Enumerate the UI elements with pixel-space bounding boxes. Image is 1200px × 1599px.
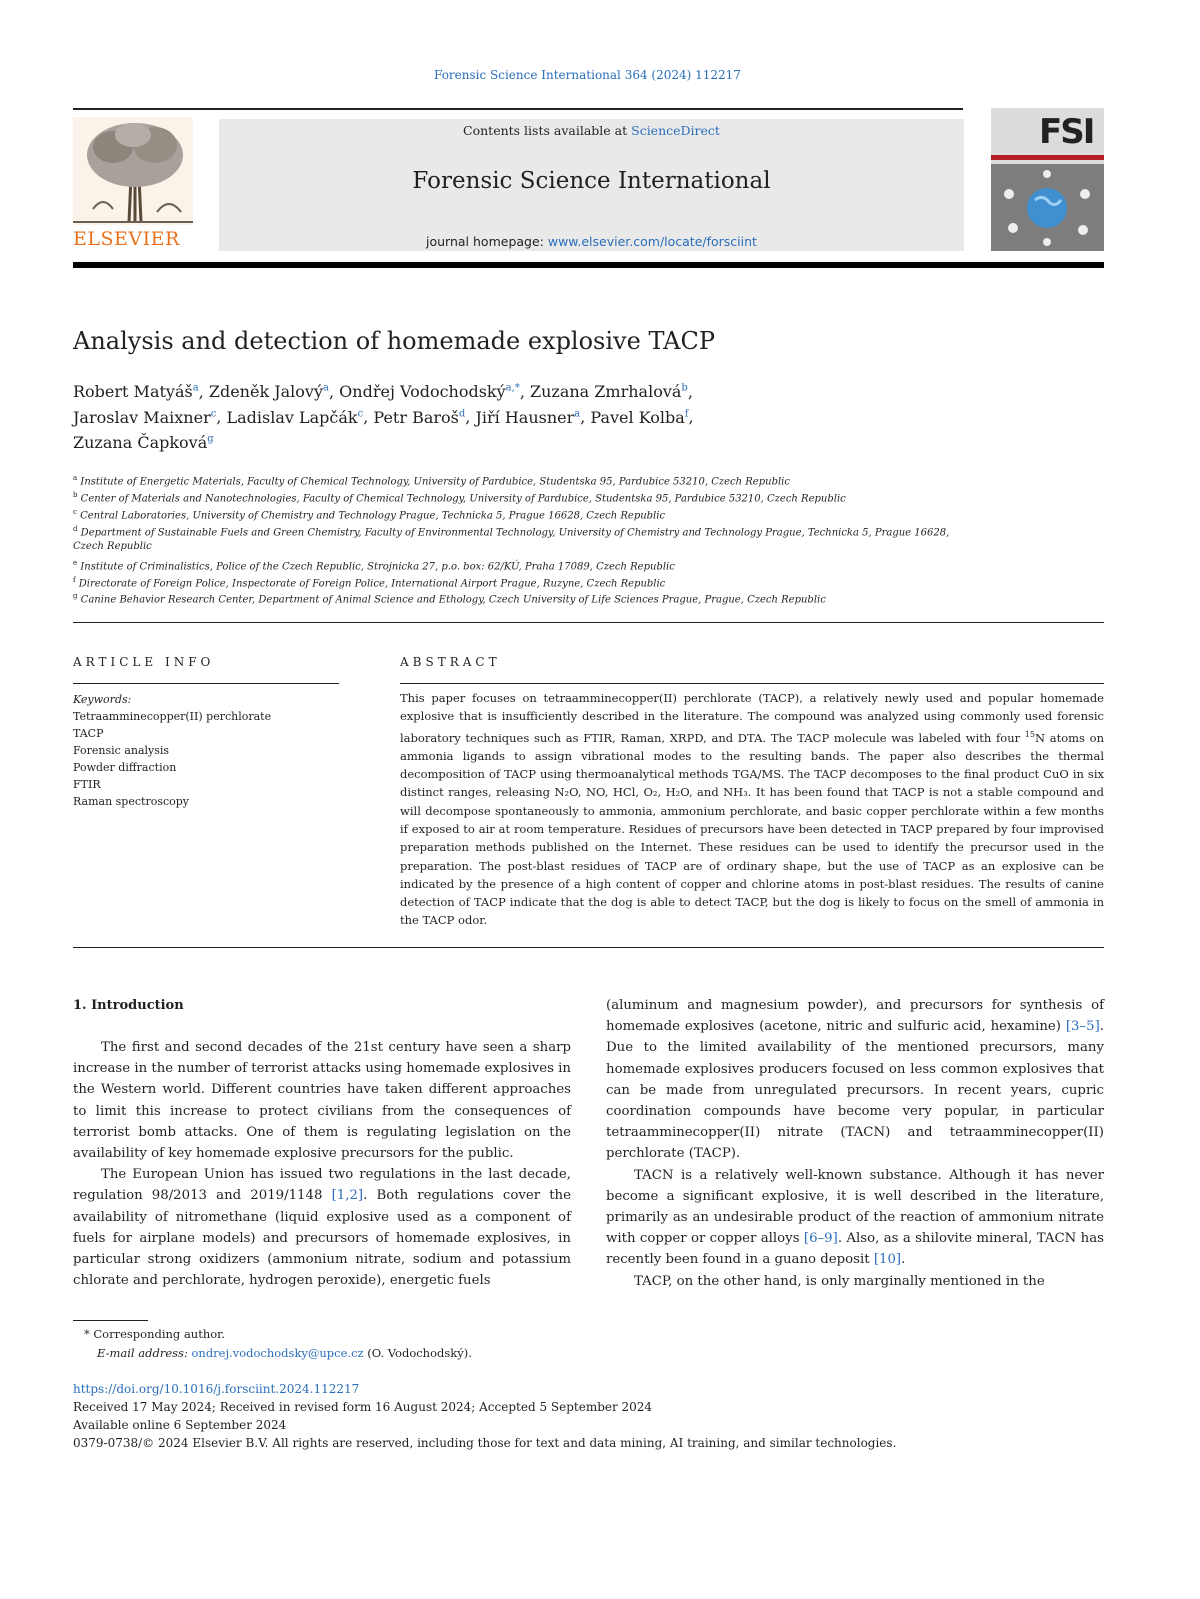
homepage-link[interactable]: www.elsevier.com/locate/forsciint [547,234,757,249]
paragraph: The first and second decades of the 21st century have seen a sharp increase in the number of terrorist attacks using homemade explosives in the Western world. Different countries have taken different approaches to limit this increase to protect civilians from the consequences of terrorist bomb attacks. One of them is regulating legislation on the availability of key homemade explosive precursors for the public. [73,1040,571,1162]
keyword: FTIR [73,778,101,791]
paragraph: The European Union has issued two regulations in the last decade, regulation 98/2013 and 2019/1148 [1,2]. Both regulations cover the availability of nitromethane (liquid explosive used as a component of fuels for airplane models) and precursors of homemade explosives, in particular strong oxidizers (ammonium nitrate, sodium and potassium chlorate and perchlorate, hydrogen peroxide), energetic fuels [73,1167,571,1289]
keywords-label: Keywords: [73,693,132,706]
cover-fsi-label: FSI [1039,112,1094,152]
keyword: Powder diffraction [73,761,177,774]
author[interactable]: Jaroslav Maixner$^c$ [73,407,217,427]
keyword: TACP [73,727,104,740]
doi-link[interactable]: https://doi.org/10.1016/j.forsciint.2024.112217 [73,1382,360,1396]
sciencedirect-link[interactable]: ScienceDirect [631,123,720,138]
masthead-bottom-rule [73,262,1104,268]
author[interactable]: Zdeněk Jalový$^a$ [208,382,329,402]
author[interactable]: Jiří Hausner$^a$ [475,407,581,427]
email-note: E-mail address: ondrej.vodochodsky@upce.cz (O. Vodochodský). [97,1346,472,1360]
paragraph: TACP, on the other hand, is only marginally mentioned in the [634,1273,1045,1289]
body-column-right [606,995,1104,1292]
article-info-rule [73,683,339,684]
abstract-rule [400,683,1104,684]
keyword: Tetraamminecopper(II) perchlorate [73,710,272,723]
affiliation: $^b$ Center of Materials and Nanotechnologies, Faculty of Chemical Technology, University of Pardubice, Studentska 95, Pardubice 53210, Czech Republic [73,491,846,505]
author-list: Robert Matyáš$^a$, Zdeněk Jalový$^a$, Ondřej Vodochodský$^{a,*}$, Zuzana Zmrhalová$^b$, Jaroslav Maixner$^c$, Ladislav Lapčák$^c$, Petr Baroš$^d$, Jiří Hausner$^a$, Pavel Kolba$^f$, Zuzana Čapková$^g$ [73,382,694,452]
contents-line [219,123,964,138]
abstract-heading: ABSTRACT [400,655,501,669]
received-dates: Received 17 May 2024; Received in revised form 16 August 2024; Accepted 5 September 2024 [73,1400,653,1414]
header-rule [73,108,963,110]
author[interactable]: Robert Matyáš$^a$ [73,382,199,402]
affiliation: $^e$ Institute of Criminalistics, Police of the Czech Republic, Strojnicka 27, p.o. box: 62/KÚ, Praha 17089, Czech Republic [73,559,675,573]
affiliation: $^a$ Institute of Energetic Materials, Faculty of Chemical Technology, University of Pardubice, Studentska 95, Pardubice 53210, Czech Republic [73,474,790,488]
corresponding-author-note: * Corresponding author. [73,1327,226,1341]
journal-homepage [219,234,964,249]
author[interactable]: Petr Baroš$^d$ [373,407,466,427]
author[interactable]: Ladislav Lapčák$^c$ [226,407,364,427]
elsevier-wordmark: ELSEVIER [73,228,180,250]
copyright: 0379-0738/© 2024 Elsevier B.V. All rights are reserved, including those for text and data mining, AI training, and similar technologies. [73,1436,897,1450]
asterisk-icon: * [73,1327,94,1341]
journal-cover-thumbnail[interactable] [991,108,1104,251]
journal-title: Forensic Science International [412,168,771,194]
publication-info [73,1380,896,1452]
article-title: Analysis and detection of homemade explosive TACP [73,327,715,355]
reference-link[interactable]: [3–5] [1065,1019,1100,1035]
globe-icon [991,164,1104,251]
email-link[interactable]: ondrej.vodochodsky@upce.cz [191,1346,364,1360]
author[interactable]: Zuzana Zmrhalová$^b$ [529,382,688,402]
reference-link[interactable]: [6–9] [803,1231,838,1247]
keyword: Forensic analysis [73,744,170,757]
article-info-heading: ARTICLE INFO [73,655,215,669]
paragraph: (aluminum and magnesium powder), and precursors for synthesis of homemade explosives (acetone, nitric and sulfuric acid, hexamine) [3–5]. Due to the limited availability of the mentioned precursors, many homemade explosives producers focused on less common explosives that can be made from unregulated precursors. In recent years, cupric coordination compounds have become very popular, in particular tetraamminecopper(II) nitrate (TACN) and tetraamminecopper(II) perchlorate (TACP). [606,998,1104,1162]
section-heading-introduction: 1. Introduction [73,998,184,1013]
online-date: Available online 6 September 2024 [73,1418,287,1432]
abstract-text: This paper focuses on tetraamminecopper(II) perchlorate (TACP), a relatively newly used and popular homemade explosive that is insufficiently described in the literature. The compound was analyzed using commonly used forensic laboratory techniques such as FTIR, Raman, XRPD, and DTA. The TACP molecule was labeled with four $^{15}$N atoms on ammonia ligands to assign vibrational modes to the resulting bands. The paper also describes the thermal decomposition of TACP using thermoanalytical methods TGA/MS. The TACP decomposes to the final product CuO in six distinct ranges, releasing N₂O, NO, HCl, O₂, H₂O, and NH₃. It has been found that TACP is not a stable compound and will decompose spontaneously to ammonia, ammonium perchlorate, and basic copper perchlorate within a few months if exposed to air at room temperature. Residues of precursors have been detected in TACP prepared by four improvised preparation methods published on the Internet. These residues can be used to identify the precursor used in the preparation. The post-blast residues of TACP are of ordinary shape, but the use of TACP as an explosive can be indicated by the presence of a high content of copper and chlorine atoms in post-blast residues. The results of canine detection of TACP indicate that the dog is able to detect TACP, but the dog is likely to focus on the smell of ammonia in the TACP odor. [400,691,1104,928]
cover-red-strip [991,155,1104,160]
homepage-prefix: journal homepage: [426,234,548,249]
reference-link[interactable]: [1,2] [331,1188,364,1204]
affiliation-rule [73,622,1104,623]
reference-link[interactable]: [10] [873,1252,902,1268]
affiliation: $^f$ Directorate of Foreign Police, Inspectorate of Foreign Police, International Airport Prague, Ruzyne, Czech Republic [73,576,666,590]
body-column-left [73,1037,571,1291]
affiliation: $^d$ Department of Sustainable Fuels and Green Chemistry, Faculty of Environmental Technology, University of Chemistry and Technology Prague, Technicka 5, Prague 16628, Czech Republic [73,525,950,552]
footnote-rule [73,1320,148,1321]
author[interactable]: Pavel Kolba$^f$ [590,407,689,427]
author[interactable]: Zuzana Čapková$^g$ [73,432,214,452]
abstract-bottom-rule [73,947,1104,948]
paragraph: TACN is a relatively well-known substance. Although it has never become a significant explosive, it is well described in the literature, primarily as an undesirable product of the reaction of ammonium nitrate with copper or copper alloys [6–9]. Also, as a shilovite mineral, TACN has recently been found in a guano deposit [10]. [606,1167,1104,1268]
keyword: Raman spectroscopy [73,795,190,808]
contents-prefix: Contents lists available at [463,123,632,138]
author[interactable]: Ondřej Vodochodský$^{a,*}$ [339,382,520,402]
affiliation: $^c$ Central Laboratories, University of Chemistry and Technology Prague, Technicka 5, Prague 16628, Czech Republic [73,508,666,522]
journal-citation[interactable]: Forensic Science International 364 (2024) 112217 [434,68,741,82]
affiliation: $^g$ Canine Behavior Research Center, Department of Animal Science and Ethology, Czech University of Life Sciences Prague, Prague, Czech Republic [73,592,826,606]
